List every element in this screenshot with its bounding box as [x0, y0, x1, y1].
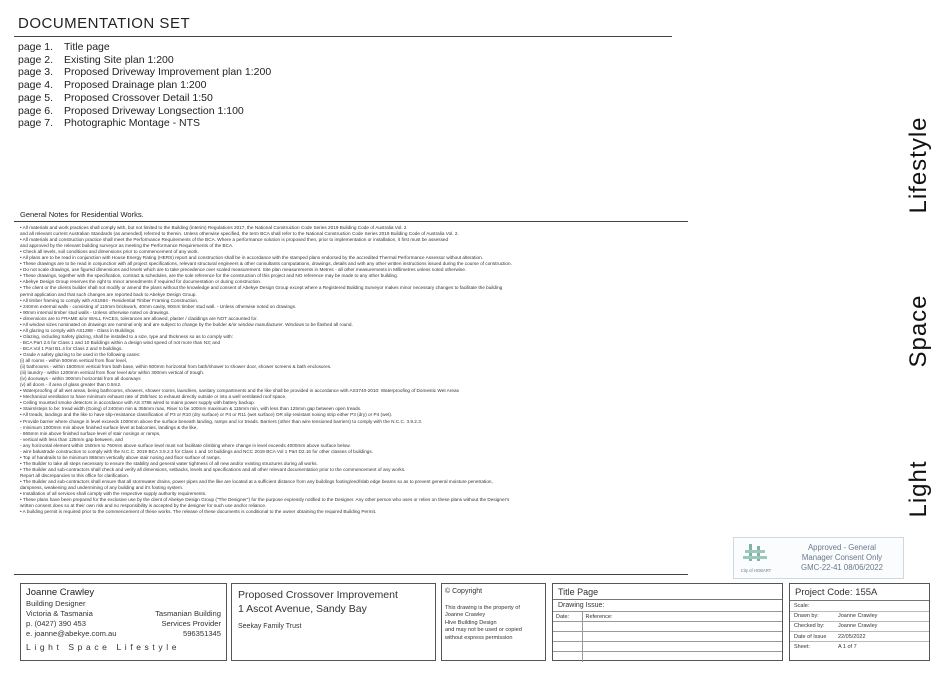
- note-line: - minimum 1000mm min above finished surface level at balconies, landings & the like,: [20, 424, 198, 430]
- note-line: permit application and that such changes are reported back to Abekye Design Group.: [20, 291, 197, 297]
- revision-row: [553, 632, 782, 642]
- note-line: • Grade A safety glazing to be used in the following cases:: [20, 351, 141, 357]
- stamp-text: Approved - General Manager Consent Only GMC-22-41 08/06/2022: [801, 543, 883, 572]
- council-approval-stamp: [733, 537, 904, 579]
- note-line: and all relevant current Australian Standards (as amended) referred to therein. Unless otherwise specified, the term BCA shall refer to the National Construction Code Series 2019 Building Code of Australia Vol. 2.: [20, 231, 459, 237]
- page-index-item: page 1. Title page: [18, 41, 110, 53]
- note-line: - any horizontal element within 150mm to 760mm above surface level must not facilitate climbing where change in level exceeds 4000mm above surface below.: [20, 442, 351, 448]
- checked-by-value: Joanne Crawley: [834, 621, 929, 631]
- note-line: - 865mm min above finished surface level of stair nosings or ramps,: [20, 430, 161, 436]
- note-line: • These drawings are to be read in conjunction with all project specifications, relevant structural engineers & other consultants computations, drawings, details and with any other written instructions issued during the course of construction.: [20, 261, 512, 267]
- sheet-title: Title Page: [553, 584, 782, 600]
- note-line: • Waterproofing of all wet areas, being bathrooms, showers, shower rooms, laundries, sanitary compartments and the like shall be provided in accordance with AS3740-2010: Waterproofing of Domestic Wet Areas: [20, 388, 459, 394]
- note-line: • Stairs/steps to be: tread width (Going) of 240mm min & 355mm max, Riser to be 100mm maximum & 115mm min, with less than 125mm gap between open treads.: [20, 406, 362, 412]
- general-notes-heading: General Notes for Residential Works.: [20, 210, 144, 219]
- drawn-by-value: Joanne Crawley: [834, 611, 929, 621]
- note-line: • All materials and construction practice shall meet the Performance Requirements of the BCA. Where a performance solution is proposed then, prior to implementation or installation, it first must be assessed: [20, 237, 449, 243]
- note-line: (i) all rooms - within 500mm vertical from floor level,: [20, 358, 128, 364]
- page-index-item: page 5. Proposed Crossover Detail 1:50: [18, 91, 213, 104]
- note-line: - BCA Vol 1 Part B1.4 for Class 2 and 9 buildings.: [20, 345, 123, 351]
- note-line: • The Builder and sub-contractors shall check and verify all dimensions, setbacks, levels and specifications and all other relevant documentation prior to the commencement of any works.: [20, 466, 406, 472]
- note-line: (iii) laundry - within 1200mm vertical from floor level &/or within 300mm vertical of trough.: [20, 370, 205, 376]
- title-block: [552, 583, 783, 661]
- revision-row: Date: Reference:: [553, 612, 782, 622]
- designer-tagline: Light Space Lifestyle: [26, 642, 181, 652]
- revision-row: [553, 622, 782, 632]
- note-line: • Abekye Design Group reserves the right to minor amendments if required for documentation or during construction.: [20, 279, 262, 285]
- note-line: • Do not scale drawings, use figured dimensions and levels which are to take precedence over scaled measurement. Site plan measurements in Metres - all other measurements in Millimetres unless noted otherwise.: [20, 267, 467, 273]
- note-line: • The client or the clients builder shall not modify or amend the plans without the knowledge and consent of Abekye Design Group except where a Registered Building Surveyor makes minor necessary changes to facilitate the building: [20, 285, 503, 291]
- note-line: - BCA Part 2.6 for Class 1 and 10 Buildings within a design wind speed of not more than N3; and: [20, 339, 221, 345]
- revision-row: [553, 642, 782, 652]
- page-index-item: page 7. Photographic Montage - NTS: [18, 117, 200, 130]
- note-line: • The Builder to take all steps necessary to ensure the stability and general water tightness of all new and/or existing structures during all works.: [20, 460, 318, 466]
- revision-row: [553, 652, 782, 662]
- note-line: • All window sizes nominated on drawings are nominal only and are subject to change by the builder &/or window manufacturer. Windows to be flashed all round.: [20, 321, 353, 327]
- project-address: 1 Ascot Avenue, Sandy Bay: [238, 603, 367, 615]
- designer-block: [20, 583, 227, 661]
- designer-phone: p. (0427) 390 453: [26, 619, 86, 628]
- note-line: • Check all levels, soil conditions and dimensions prior to commencement of any work.: [20, 249, 199, 255]
- page-index-item: page 6. Proposed Driveway Longsection 1:100: [18, 104, 244, 117]
- note-line: • Mechanical ventilation to have minimum exhaust rate of 25ltr/sec to exhaust directly outside or into a well ventilated roof space.: [20, 394, 287, 400]
- note-line: Report all discrepancies to this office for clarification.: [20, 472, 130, 478]
- note-line: • 90mm internal timber stud walls - Unless otherwise noted on drawings.: [20, 309, 170, 315]
- note-line: • All materials and work practices shall comply with, but not limited to the Building (interim) Regulations 2017, the National Construction Code Series 2019 Building Code of Australia Vol. 2: [20, 225, 407, 230]
- designer-states: Victoria & Tasmania: [26, 609, 93, 618]
- svg-text:City of HOBART: City of HOBART: [740, 568, 772, 573]
- notes-divider: [14, 221, 688, 222]
- note-line: written consent does so at their own risk and no responsibility is accepted by the designer for such use and/or reliance.: [20, 503, 267, 509]
- note-line: (iv) doorways - within 300mm horizontal from all doorways: [20, 376, 141, 382]
- title-divider: [14, 36, 672, 37]
- project-details-table: Scale: Drawn by: Joanne Crawley Checked by: Joanne Crawley Date of Issue 22/05/2022 Sheet: A 1 of 7: [790, 601, 929, 652]
- note-line: - vertical with less than 125mm gap between, and: [20, 436, 123, 442]
- date-of-issue-value: 22/05/2022: [834, 632, 929, 642]
- project-block: [231, 583, 436, 661]
- brand-word-space: Space: [905, 294, 932, 368]
- note-line: • Glazing, including Safety glazing, shall be installed to a size, type and thickness so as to comply with:: [20, 333, 233, 339]
- note-line: (ii) bathrooms - within 1500mm vertical from bath base, within 500mm horizontal from bath/shower to shower door, shower screens & bath enclosures.: [20, 364, 332, 370]
- project-title: Proposed Crossover Improvement: [238, 589, 398, 601]
- note-line: dampness, weakening and undermining of any building and it's footing system.: [20, 485, 184, 491]
- note-line: • All treads, landings and the like to have slip-resistance classification of P3 or R10 (dry surface) or P4 or R11 (wet surface) OR slip-resistant nosing strip either P3 (dry) or P4 (wet).: [20, 412, 393, 418]
- note-line: and approved by the relevant building surveyor as meeting the Performance Requirements of the BCA.: [20, 243, 234, 249]
- project-code: Project Code: 155A: [790, 584, 929, 601]
- designer-email: e. joanne@abekye.com.au: [26, 629, 117, 638]
- note-line: • A building permit is required prior to the commencement of these works. The release of these documents is conditional to the owner obtaining the required Building Permit.: [20, 509, 377, 515]
- note-line: • 240mm external walls - consisting of 110mm brickwork, 40mm cavity, 90mm timber stud wall. - Unless otherwise noted on drawings.: [20, 303, 297, 309]
- note-line: • Installation of all services shall comply with the respective supply authority requirements.: [20, 491, 207, 497]
- note-line: • All glazing to comply with AS1288 - Glass in Buildings.: [20, 327, 136, 333]
- note-line: • The Builder and sub-contractors shall ensure that all stormwater drains, power pipes and the like are located at a sufficient distance from any buildings footing/end/slab edge beams so as to prevent general moisture penetration,: [20, 478, 493, 484]
- page-index-item: page 4. Proposed Drainage plan 1:200: [18, 79, 207, 92]
- note-line: • These plans have been prepared for the exclusive use by the client of Abekye Design Group ("The Designer") for the purpose expressly notified to the Designer. Any other person who uses or relies on these plans without the Designer's: [20, 497, 510, 503]
- licence-number: 596351345: [182, 629, 221, 638]
- copyright-block: © Copyright This drawing is the property of Joanne Crawley Hive Building Design and may not be used or copied without express permission: [441, 583, 546, 661]
- note-line: (v) all doors - if area of glass greater than 0.5m2.: [20, 382, 122, 388]
- drawing-issue-label: Drawing Issue:: [558, 602, 605, 609]
- city-of-hobart-logo: [738, 542, 774, 576]
- brand-word-lifestyle: Lifestyle: [905, 116, 932, 214]
- note-line: • All plans are to be read in conjunction with House Energy Rating (HERS) report and construction shall be in accordance with the stamped plans endorsed by the accredited Thermal Performance Assessor without alteration.: [20, 255, 484, 261]
- note-line: • Top of handrails to be minimum 865mm vertically above stair nosing and floor surface of ramps.: [20, 454, 221, 460]
- note-line: - wire balustrade construction to comply with the N.C.C. 2019 BCA 3.9.2.3 for Class 1 and 10 buildings and NCC 2019 BCA Vol 1 Part D2.16 for other classes of buildings.: [20, 448, 374, 454]
- page-index-item: page 2. Existing Site plan 1:200: [18, 53, 174, 66]
- designer-name: Joanne Crawley: [26, 587, 95, 598]
- notes-bottom-divider: [14, 574, 688, 575]
- note-line: • Ceiling mounted smoke detectors in accordance with AS 3786 wired to mains power supply with battery backup.: [20, 400, 256, 406]
- copyright-title: © Copyright: [445, 588, 483, 595]
- project-code-block: [789, 583, 930, 661]
- note-line: • All timber framing to comply with AS1684 - Residential Timber Framing Construction.: [20, 297, 199, 303]
- page-index-item: page 3. Proposed Driveway Improvement plan 1:200: [18, 66, 272, 79]
- designer-role: Building Designer: [26, 599, 86, 608]
- page-index-list: [18, 41, 271, 130]
- project-client: Seekay Family Trust: [238, 623, 302, 630]
- revision-table: [553, 611, 782, 662]
- brand-word-light: Light: [905, 460, 932, 518]
- sheet-value: A 1 of 7: [838, 644, 857, 651]
- note-line: • dimensions are to FRAME &/or WALL FACES, tolerances are allowed, plaster / claddings are NOT accounted for.: [20, 315, 258, 321]
- licence-line-2: Services Provider: [161, 619, 221, 628]
- note-line: • These drawings, together with the specification, contract & schedules, are the sole reference for the construction of this project and NO reference may be made to any other building.: [20, 273, 399, 279]
- general-notes-list: [20, 225, 688, 515]
- documentation-set-title: DOCUMENTATION SET: [18, 15, 191, 32]
- licence-line-1: Tasmanian Building: [155, 609, 221, 618]
- note-line: • Provide barrier where change in level exceeds 1000mm above the surface beneath landing, ramps and /or treads. Barriers (other than wire tensioned barriers) to comply with the N.C.C. 3.9.2.3.: [20, 418, 423, 424]
